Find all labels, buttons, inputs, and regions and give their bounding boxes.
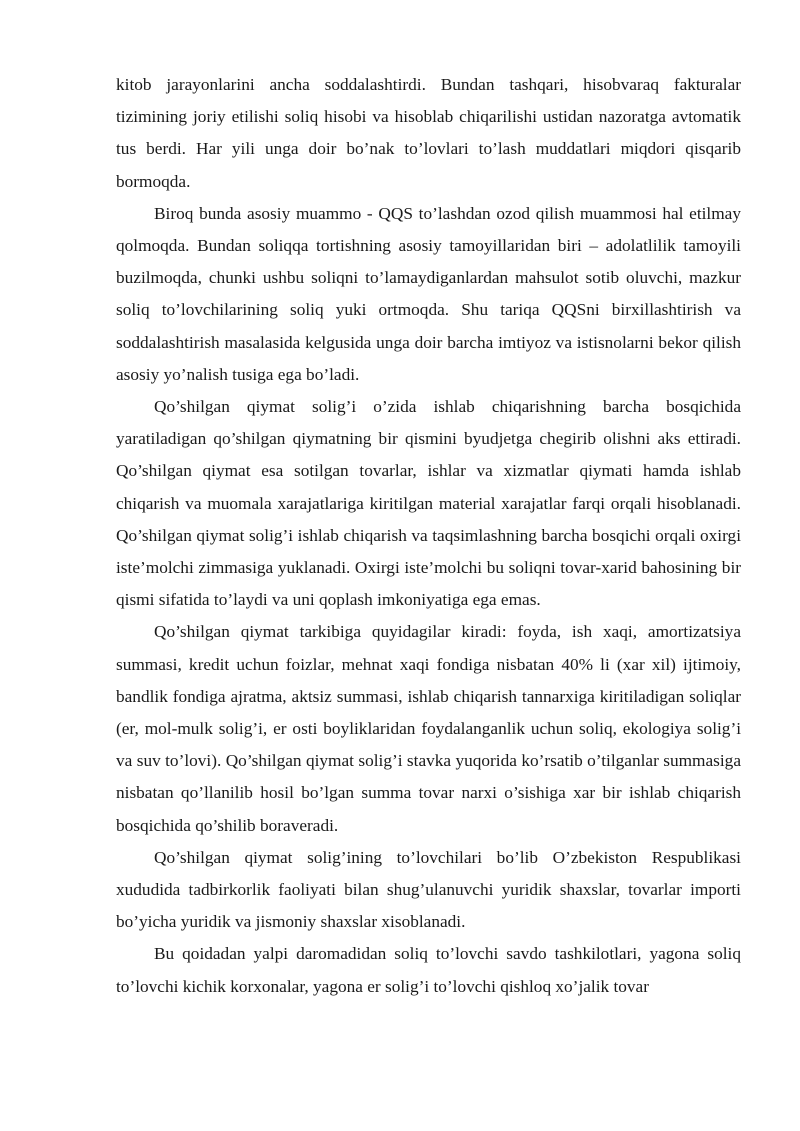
paragraph: Bu qoidadan yalpi daromadidan soliq to’lovchi savdo tashkilotlari, yagona soliq to’lovchi kichik korxonalar, yagona er solig’i to’lovchi qishloq xo’jalik tovar — [116, 944, 741, 996]
paragraph: Qo’shilgan qiymat solig’i o’zida ishlab chiqarishning barcha bosqichida yaratiladigan qo’shilgan qiymatning bir qismini byudjetga chegirib olishni aks ettiradi. Qo’shilgan qiymat esa sotilgan tovarlar, ishlar va xizmatlar qiymati hamda ishlab chiqarish va muomala xarajatlariga kiritilgan material xarajatlar farqi orqali hisoblanadi. Qo’shilgan qiymat solig’i ishlab chiqarish va taqsimlashning barcha bosqichi orqali oxirgi iste’molchi zimmasiga yuklanadi. Oxirgi iste’molchi bu soliqni tovar-xarid bahosining bir qismi sifatida to’laydi va uni qoplash imkoniyatiga ega emas. — [116, 397, 741, 610]
paragraph-continuation: kitob jarayonlarini ancha soddalashtirdi. Bundan tashqari, hisobvaraq fakturalar tizimining joriy etilishi soliq hisobi va hisoblab chiqarilishi ustidan nazoratga avtomatik tus berdi. Har yili unga doir bo’nak to’lovlari to’lash muddatlari miqdori qisqarib bormoqda. — [116, 75, 741, 191]
paragraph: Biroq bunda asosiy muammo - QQS to’lashdan ozod qilish muammosi hal etilmay qolmoqda. Bundan soliqqa tortishning asosiy tamoyillaridan biri – adolatlilik tamoyili buzilmoqda, chunki ushbu soliqni to’lamaydiganlardan mahsulot sotib oluvchi, mazkur soliq to’lovchilarining soliq yuki ortmoqda. Shu tariqa QQSni birxillashtirish va soddalashtirish masalasida kelgusida unga doir barcha imtiyoz va istisnolarni bekor qilish asosiy yo’nalish tusiga ega bo’ladi. — [116, 203, 741, 384]
body-text — [116, 69, 741, 1003]
paragraph: Qo’shilgan qiymat solig’ining to’lovchilari bo’lib O’zbekiston Respublikasi xududida tadbirkorlik faoliyati bilan shug’ulanuvchi yuridik shaxslar, tovarlar importi bo’yicha yuridik va jismoniy shaxslar xisoblanadi. — [116, 847, 741, 932]
paragraph: Qo’shilgan qiymat tarkibiga quyidagilar kiradi: foyda, ish xaqi, amortizatsiya summasi, kredit uchun foizlar, mehnat xaqi fondiga nisbatan 40% li (xar xil) ijtimoiy, bandlik fondiga ajratma, aktsiz summasi, ishlab chiqarish tannarxiga kiritiladigan soliqlar (er, mol-mulk solig’i, er osti boyliklaridan foydalanganlik uchun soliq, ekologiya solig’i va suv to’lovi). Qo’shilgan qiymat solig’i stavka yuqorida ko’rsatib o’tilganlar summasiga nisbatan qo’llanilib hosil bo’lgan summa tovar narxi o’sishiga xar bir ishlab chiqarish bosqichida qo’shilib boraveradi. — [116, 622, 741, 835]
